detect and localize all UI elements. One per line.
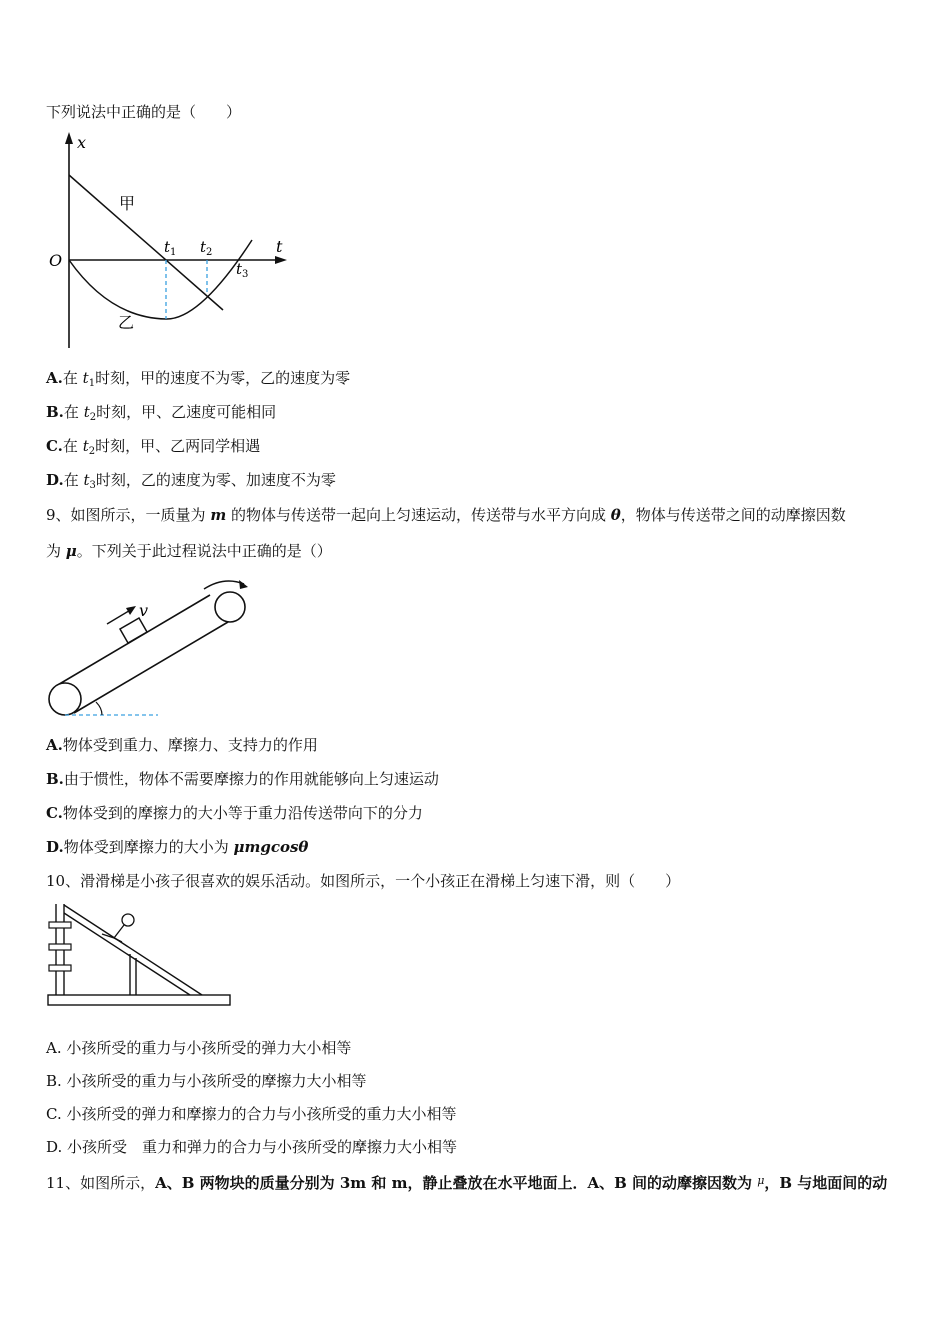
- q10-option-c: C. 小孩所受的弹力和摩擦力的合力与小孩所受的重力大小相等: [46, 1105, 457, 1123]
- t-axis-label: t: [276, 237, 283, 256]
- t3-label: $t_3$: [236, 260, 249, 280]
- q8-option-c: C.在 $t_2$时刻，甲、乙两同学相遇: [46, 437, 261, 457]
- q10-option-b: B. 小孩所受的重力与小孩所受的摩擦力大小相等: [46, 1072, 367, 1090]
- q8-option-b: B.在 $t_2$时刻，甲、乙速度可能相同: [46, 403, 277, 423]
- slide-base: [48, 995, 230, 1005]
- q9-option-c: C.物体受到的摩擦力的大小等于重力沿传送带向下的分力: [46, 804, 423, 822]
- q11-stem: 11、如图所示，A、B 两物块的质量分别为 3m 和 m，静止叠放在水平地面上．A、B 间的动摩擦因数为 $^\mu$，B 与地面间的动: [46, 1174, 888, 1192]
- block: [120, 618, 147, 643]
- q8-option-a: A.在 $t_1$时刻，甲的速度不为零，乙的速度为零: [46, 369, 351, 389]
- rotation-arrowhead: [239, 580, 248, 589]
- ladder-step: [49, 922, 71, 928]
- q9-stem-line2: 为 μ。下列关于此过程说法中正确的是（）: [46, 542, 332, 560]
- q10-option-a: A. 小孩所受的重力与小孩所受的弹力大小相等: [46, 1039, 352, 1057]
- origin-label: O: [49, 251, 63, 270]
- velocity-label: v: [139, 601, 149, 620]
- roller-bottom: [49, 683, 81, 715]
- q10-stem: 10、滑滑梯是小孩子很喜欢的娱乐活动。如图所示，一个小孩正在滑梯上匀速下滑，则（ ）: [46, 872, 681, 890]
- angle-arc: [96, 702, 102, 715]
- ladder-step: [49, 965, 71, 971]
- velocity-arrowhead: [126, 606, 136, 615]
- q9-conveyor-figure: [44, 572, 256, 722]
- x-axis-label: x: [77, 133, 87, 152]
- ladder-step: [49, 944, 71, 950]
- label-jia: 甲: [119, 194, 136, 213]
- q8-option-d: D.在 $t_3$时刻，乙的速度为零、加速度不为零: [46, 471, 336, 491]
- roller-top: [215, 592, 245, 622]
- rotation-arrow: [204, 581, 244, 589]
- child-head: [122, 914, 134, 926]
- q8-xt-graph: [40, 128, 300, 353]
- x-axis-arrow: [65, 132, 73, 144]
- q10-slide-figure: [44, 902, 234, 1008]
- t-axis-arrow: [275, 256, 287, 264]
- curve-yi: [69, 240, 252, 319]
- q9-stem-line1: 9、如图所示，一质量为 m 的物体与传送带一起向上匀速运动，传送带与水平方向成 θ，物体与传送带之间的动摩擦因数: [46, 506, 846, 524]
- q9-option-d: D.物体受到摩擦力的大小为 μmgcosθ: [46, 838, 309, 856]
- q8-stem: 下列说法中正确的是（ ）: [46, 103, 242, 121]
- q9-option-b: B.由于惯性，物体不需要摩擦力的作用就能够向上匀速运动: [46, 770, 439, 788]
- t1-label: $t_1$: [164, 238, 177, 258]
- q10-option-d: D. 小孩所受 重力和弹力的合力与小孩所受的摩擦力大小相等: [46, 1138, 458, 1156]
- belt-bottom-edge: [74, 622, 228, 713]
- t2-label: $t_2$: [200, 238, 213, 258]
- q9-option-a: A.物体受到重力、摩擦力、支持力的作用: [46, 736, 318, 754]
- label-yi: 乙: [118, 313, 135, 332]
